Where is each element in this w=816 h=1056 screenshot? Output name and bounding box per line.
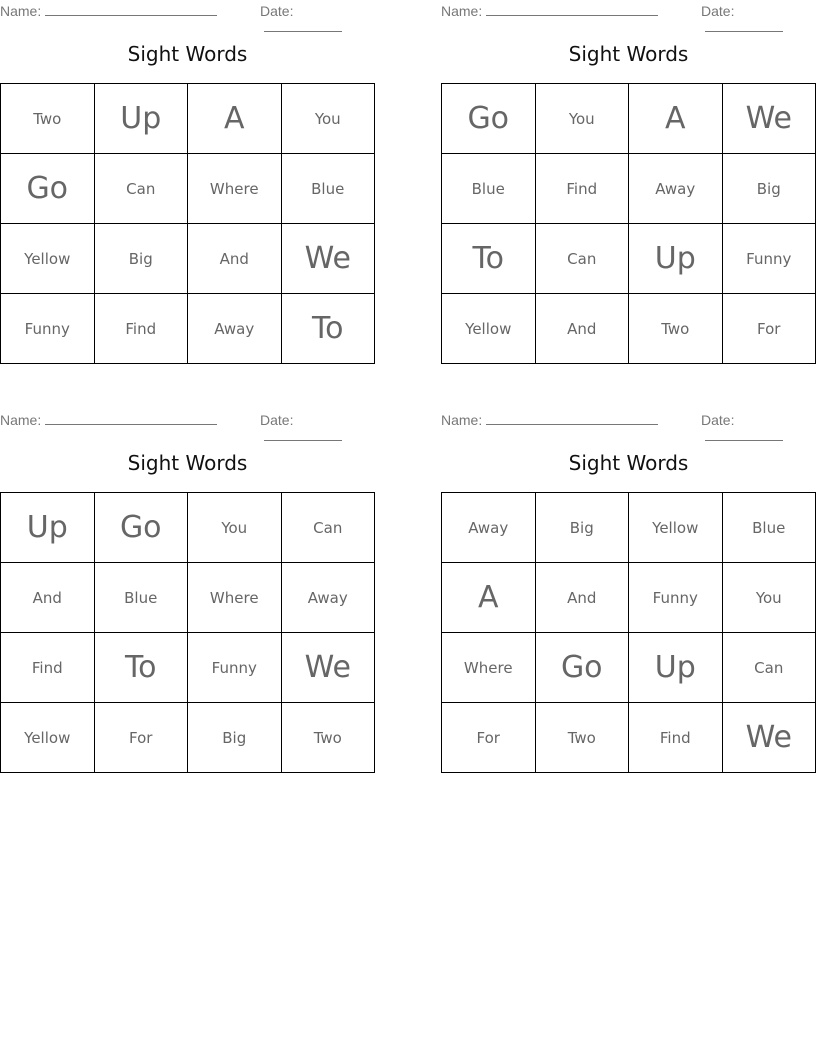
word-cell: You — [188, 493, 282, 563]
word-cell: Away — [281, 563, 375, 633]
word-cell: A — [629, 84, 723, 154]
word-cell: You — [535, 84, 629, 154]
word-cell: Go — [1, 154, 95, 224]
word-cell: To — [94, 633, 188, 703]
word-cell: Yellow — [1, 224, 95, 294]
word-cell: And — [535, 563, 629, 633]
word-cell: Funny — [629, 563, 723, 633]
word-cell: Away — [442, 493, 536, 563]
word-cell: We — [281, 633, 375, 703]
name-field[interactable] — [45, 412, 217, 425]
word-cell: Up — [629, 224, 723, 294]
card-row — [442, 703, 816, 773]
word-cell: Find — [535, 154, 629, 224]
word-cell: Yellow — [1, 703, 95, 773]
word-cell: Big — [188, 703, 282, 773]
bingo-grid — [441, 83, 816, 364]
card-row — [1, 493, 375, 563]
word-cell: Blue — [281, 154, 375, 224]
name-date-header — [441, 412, 816, 428]
word-cell: Funny — [722, 224, 816, 294]
card-row — [442, 563, 816, 633]
card-row — [442, 224, 816, 294]
word-cell: Go — [442, 84, 536, 154]
name-label: Name: — [441, 412, 483, 428]
name-label: Name: — [0, 412, 42, 428]
word-cell: Big — [94, 224, 188, 294]
word-cell: Up — [629, 633, 723, 703]
card-row — [442, 633, 816, 703]
word-cell: We — [281, 224, 375, 294]
word-cell: We — [722, 703, 816, 773]
card-row — [442, 154, 816, 224]
word-cell: We — [722, 84, 816, 154]
card-title: Sight Words — [568, 42, 689, 66]
card-row — [442, 493, 816, 563]
word-cell: Funny — [1, 294, 95, 364]
card-row — [1, 703, 375, 773]
date-field[interactable] — [705, 19, 783, 32]
date-label: Date: — [260, 412, 294, 428]
word-cell: Where — [442, 633, 536, 703]
name-label: Name: — [441, 3, 483, 19]
word-cell: For — [722, 294, 816, 364]
word-cell: Where — [188, 154, 282, 224]
name-label: Name: — [0, 3, 42, 19]
name-date-header — [0, 412, 375, 428]
word-cell: Find — [629, 703, 723, 773]
card-row — [1, 633, 375, 703]
word-cell: Big — [722, 154, 816, 224]
word-cell: Blue — [722, 493, 816, 563]
card-title: Sight Words — [127, 42, 248, 66]
card-title: Sight Words — [127, 451, 248, 475]
word-cell: Can — [281, 493, 375, 563]
word-cell: And — [188, 224, 282, 294]
card-row — [1, 294, 375, 364]
word-cell: You — [281, 84, 375, 154]
bingo-grid — [0, 492, 375, 773]
word-cell: Go — [94, 493, 188, 563]
word-cell: A — [442, 563, 536, 633]
word-cell: Where — [188, 563, 282, 633]
word-cell: Two — [629, 294, 723, 364]
date-label: Date: — [701, 412, 735, 428]
word-cell: Two — [1, 84, 95, 154]
word-cell: Two — [535, 703, 629, 773]
word-cell: To — [442, 224, 536, 294]
word-cell: And — [535, 294, 629, 364]
word-cell: Find — [1, 633, 95, 703]
card-row — [442, 84, 816, 154]
card-row — [1, 84, 375, 154]
word-cell: Go — [535, 633, 629, 703]
word-cell: Up — [1, 493, 95, 563]
word-cell: Can — [535, 224, 629, 294]
word-cell: Big — [535, 493, 629, 563]
date-label: Date: — [701, 3, 735, 19]
word-cell: Yellow — [629, 493, 723, 563]
word-cell: Funny — [188, 633, 282, 703]
word-cell: Find — [94, 294, 188, 364]
card-row — [1, 563, 375, 633]
word-cell: A — [188, 84, 282, 154]
date-field[interactable] — [264, 428, 342, 441]
card-title: Sight Words — [568, 451, 689, 475]
word-cell: Can — [94, 154, 188, 224]
word-cell: Blue — [94, 563, 188, 633]
word-cell: For — [94, 703, 188, 773]
name-date-header — [441, 3, 816, 19]
word-cell: Blue — [442, 154, 536, 224]
word-cell: And — [1, 563, 95, 633]
name-field[interactable] — [486, 412, 658, 425]
word-cell: Away — [188, 294, 282, 364]
card-row — [1, 224, 375, 294]
word-cell: Away — [629, 154, 723, 224]
word-cell: To — [281, 294, 375, 364]
word-cell: You — [722, 563, 816, 633]
name-date-header — [0, 3, 375, 19]
card-row — [1, 154, 375, 224]
name-field[interactable] — [486, 3, 658, 16]
name-field[interactable] — [45, 3, 217, 16]
word-cell: For — [442, 703, 536, 773]
card-row — [442, 294, 816, 364]
date-field[interactable] — [705, 428, 783, 441]
date-field[interactable] — [264, 19, 342, 32]
word-cell: Two — [281, 703, 375, 773]
word-cell: Up — [94, 84, 188, 154]
date-label: Date: — [260, 3, 294, 19]
bingo-grid — [441, 492, 816, 773]
word-cell: Yellow — [442, 294, 536, 364]
bingo-grid — [0, 83, 375, 364]
word-cell: Can — [722, 633, 816, 703]
